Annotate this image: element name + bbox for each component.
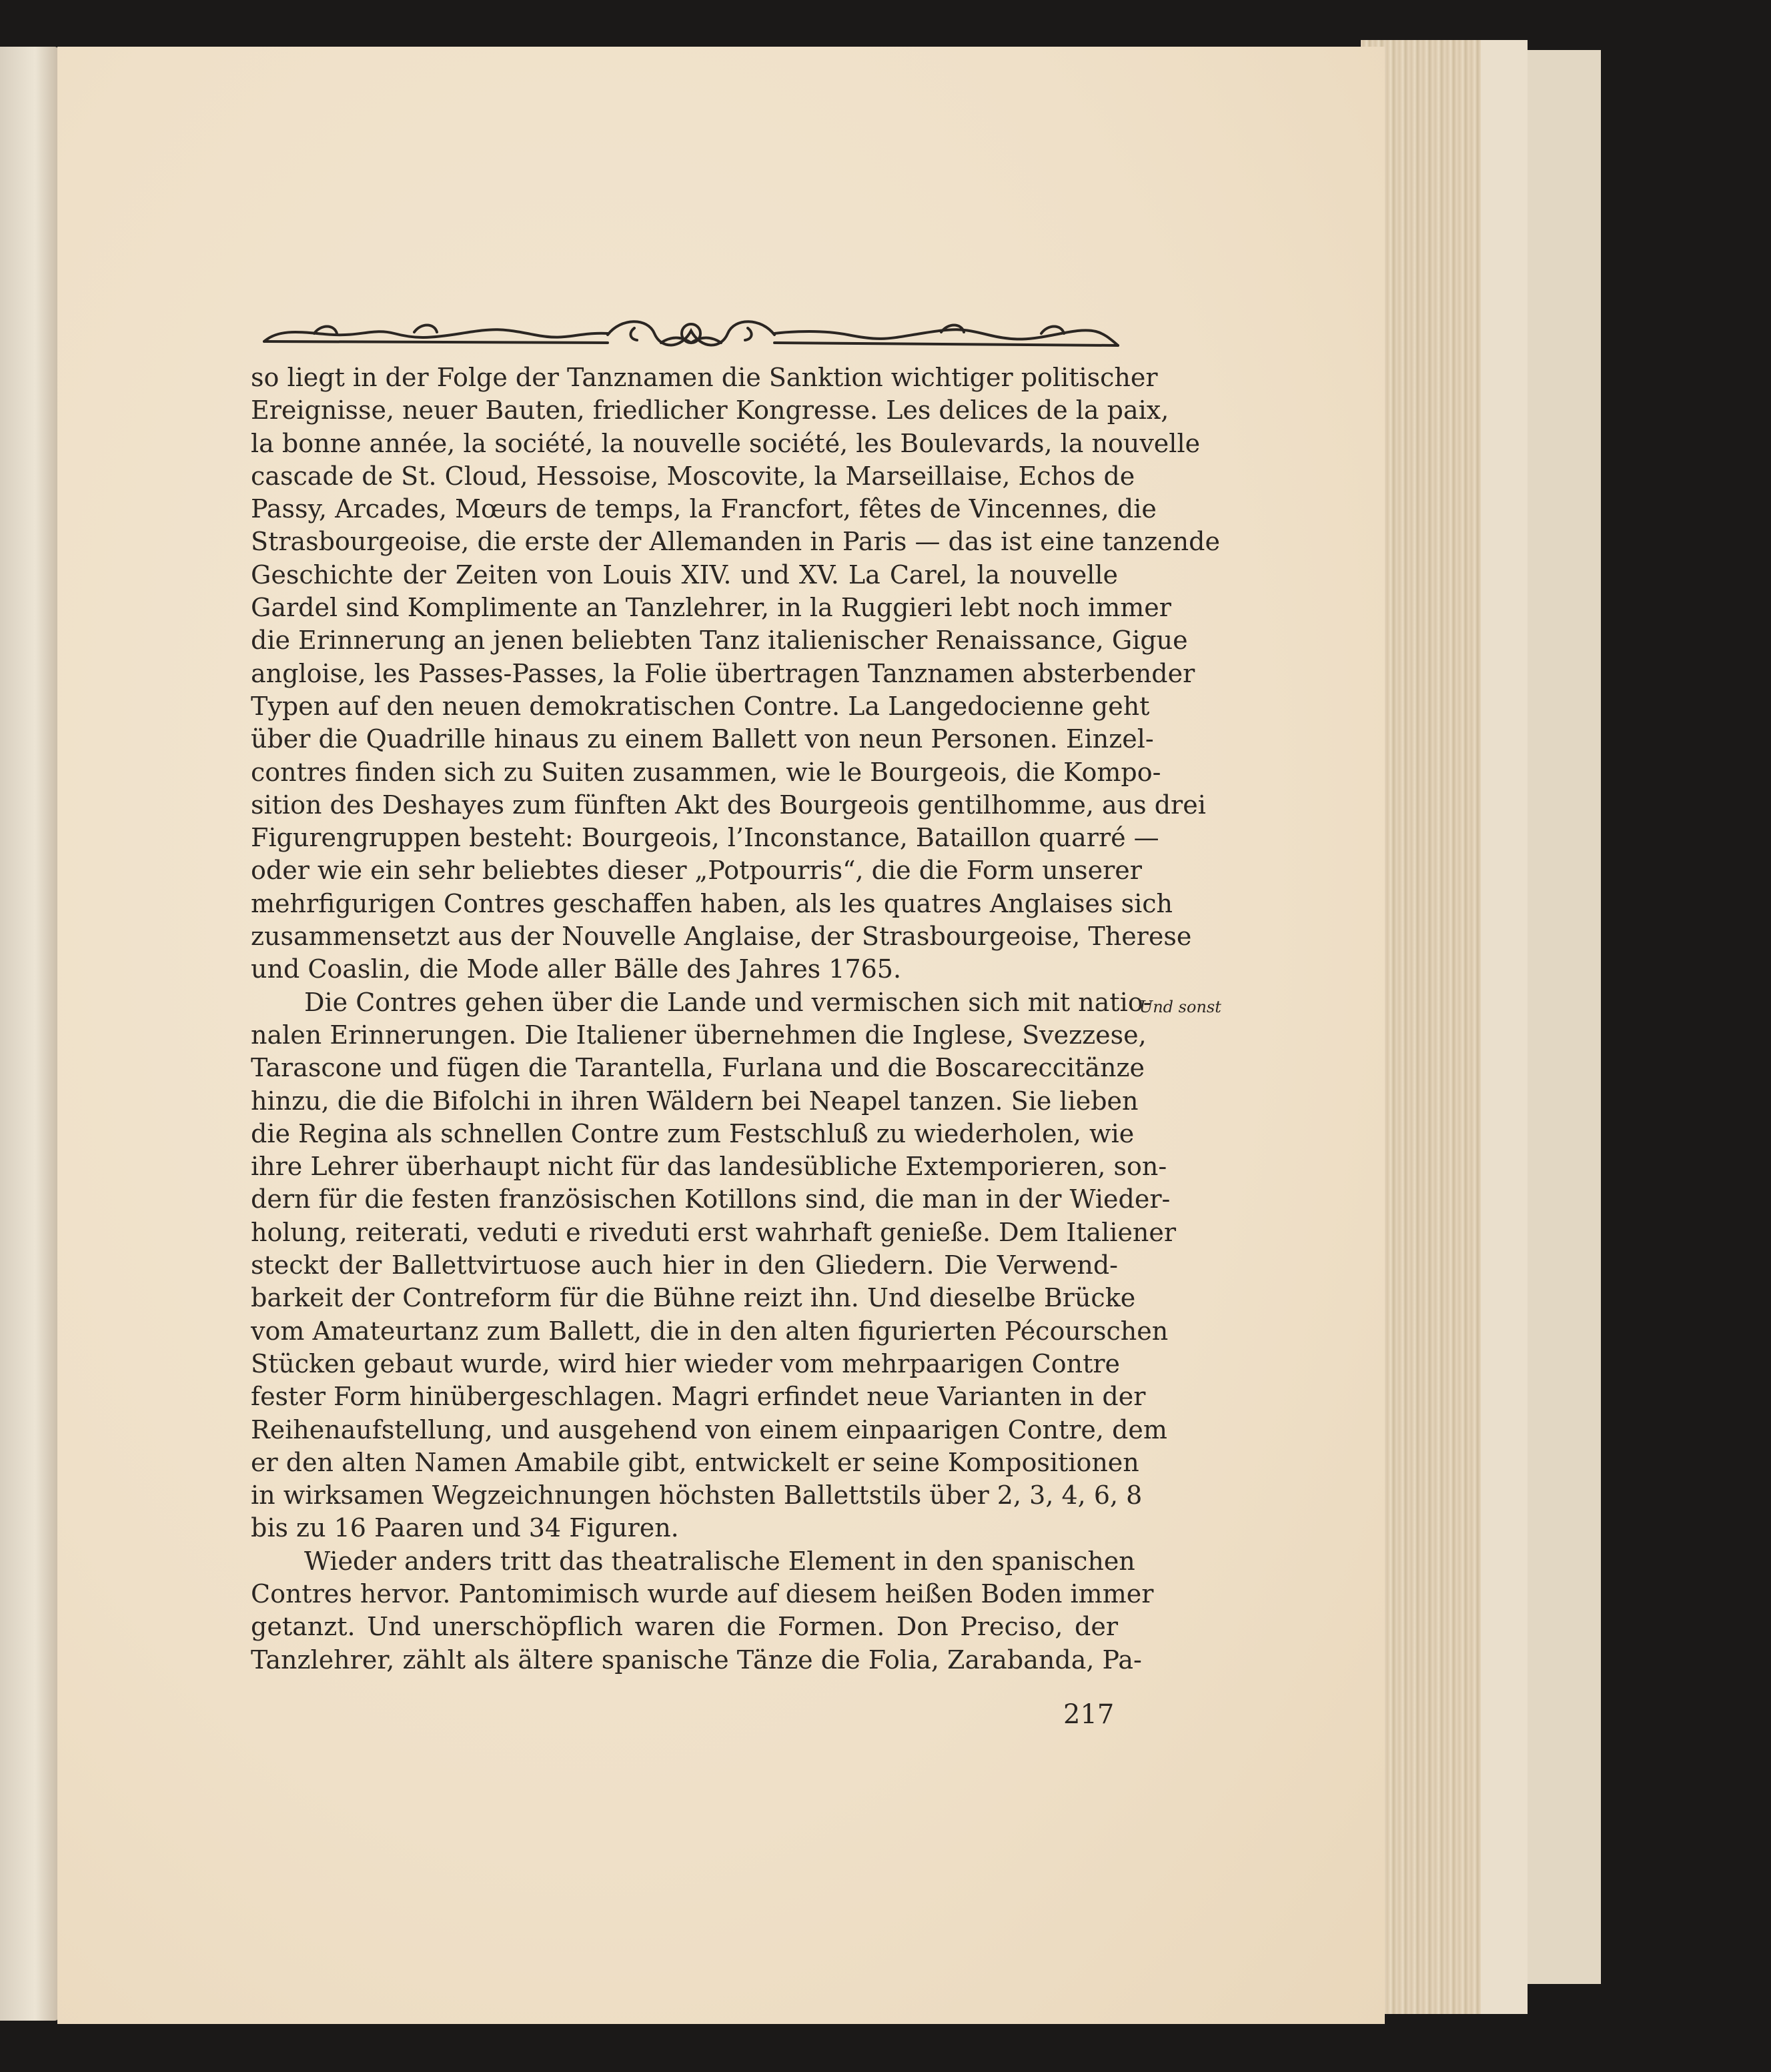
text-line: Ereignisse, neuer Bauten, friedlicher Kongresse. Les delices de la paix, (251, 395, 1169, 425)
text-line: und Coaslin, die Mode aller Bälle des Jahres 1765. (251, 954, 902, 984)
text-line: sition des Deshayes zum fünften Akt des Bourgeois gentilhomme, aus drei (251, 790, 1206, 820)
text-line: nalen Erinnerungen. Die Italiener übernehmen die Inglese, Svezzese, (251, 1020, 1147, 1050)
text-line: Figurengruppen besteht: Bourgeois, l’Inconstance, Bataillon quarré — (251, 823, 1159, 853)
margin-note: Und sonst (1139, 998, 1221, 1016)
text-line: bis zu 16 Paaren und 34 Figuren. (251, 1513, 679, 1543)
text-line: Wieder anders tritt das theatralische Element in den spanischen (304, 1546, 1135, 1576)
page-stack-edges (1361, 40, 1528, 2014)
text-line: dern für die festen französischen Kotillons sind, die man in der Wieder- (251, 1184, 1171, 1214)
book-page (57, 47, 1385, 2024)
text-line: in wirksamen Wegzeichnungen höchsten Ballettstils über 2, 3, 4, 6, 8 (251, 1480, 1143, 1510)
text-line: oder wie ein sehr beliebtes dieser „Potpourris“, die die Form unserer (251, 856, 1142, 886)
ornament-vine-icon (261, 313, 1121, 353)
text-line: contres finden sich zu Suiten zusammen, wie le Bourgeois, die Kompo- (251, 757, 1161, 787)
text-line: Die Contres gehen über die Lande und vermischen sich mit natio- (304, 987, 1152, 1017)
text-line: Geschichte der Zeiten von Louis XIV. und XV. La Carel, la nouvelle (251, 560, 1118, 590)
text-line: ihre Lehrer überhaupt nicht für das landesübliche Extemporieren, son- (251, 1152, 1167, 1182)
text-line: Tanzlehrer, zählt als ältere spanische Tänze die Folia, Zarabanda, Pa- (251, 1645, 1142, 1675)
text-line: die Regina als schnellen Contre zum Festschluß zu wiederholen, wie (251, 1118, 1135, 1148)
text-line: getanzt. Und unerschöpflich waren die Formen. Don Preciso, der (251, 1612, 1118, 1642)
text-line: über die Quadrille hinaus zu einem Ballett von neun Personen. Einzel- (251, 724, 1154, 754)
text-line: Strasbourgeoise, die erste der Allemanden in Paris — das ist eine tanzende (251, 527, 1220, 557)
text-line: die Erinnerung an jenen beliebten Tanz italienischer Renaissance, Gigue (251, 626, 1188, 656)
text-line: vom Amateurtanz zum Ballett, die in den alten figurierten Pécourschen (251, 1316, 1169, 1346)
text-line: mehrfigurigen Contres geschaffen haben, als les quatres Anglaises sich (251, 888, 1173, 918)
text-line: Gardel sind Komplimente an Tanzlehrer, in la Ruggieri lebt noch immer (251, 593, 1171, 623)
text-line: Passy, Arcades, Mœurs de temps, la Francfort, fêtes de Vincennes, die (251, 494, 1157, 524)
text-line: steckt der Ballettvirtuose auch hier in den Gliedern. Die Verwend- (251, 1250, 1118, 1280)
text-line: cascade de St. Cloud, Hessoise, Moscovite, la Marseillaise, Echos de (251, 461, 1135, 491)
text-line: Stücken gebaut wurde, wird hier wieder vom mehrpaarigen Contre (251, 1348, 1121, 1378)
text-line: Typen auf den neuen demokratischen Contre. La Langedocienne geht (251, 691, 1150, 721)
text-line: holung, reiterati, veduti e riveduti erst wahrhaft genieße. Dem Italiener (251, 1217, 1177, 1247)
book-cover-edge (1528, 50, 1601, 1984)
text-line: so liegt in der Folge der Tanznamen die Sanktion wichtiger politischer (251, 363, 1158, 392)
text-line: zusammensetzt aus der Nouvelle Anglaise, der Strasbourgeoise, Therese (251, 922, 1192, 952)
page-number: 217 (1063, 1699, 1115, 1730)
text-line: angloise, les Passes-Passes, la Folie übertragen Tanznamen absterbender (251, 658, 1195, 688)
text-line: Tarascone und fügen die Tarantella, Furlana und die Boscareccitänze (251, 1053, 1145, 1083)
text-line: hinzu, die die Bifolchi in ihren Wäldern bei Neapel tanzen. Sie lieben (251, 1086, 1139, 1116)
text-line: er den alten Namen Amabile gibt, entwickelt er seine Kompositionen (251, 1447, 1139, 1477)
text-line: fester Form hinübergeschlagen. Magri erfindet neue Varianten in der (251, 1382, 1146, 1412)
facing-page-edge (0, 47, 59, 2021)
text-line: Contres hervor. Pantomimisch wurde auf diesem heißen Boden immer (251, 1579, 1154, 1609)
text-line: Reihenaufstellung, und ausgehend von einem einpaarigen Contre, dem (251, 1414, 1167, 1444)
text-line: barkeit der Contreform für die Bühne reizt ihn. Und dieselbe Brücke (251, 1283, 1136, 1313)
text-line: la bonne année, la société, la nouvelle société, les Boulevards, la nouvelle (251, 428, 1201, 458)
